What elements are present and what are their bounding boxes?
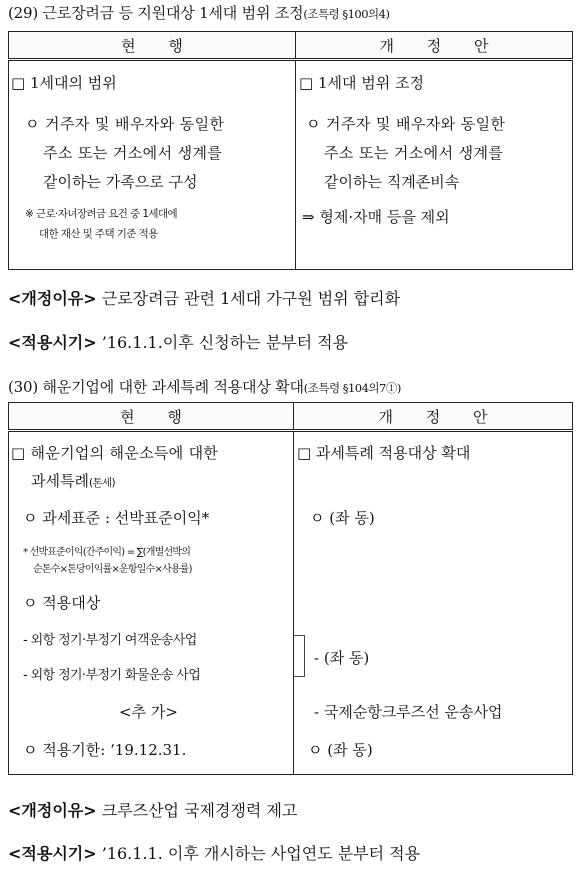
proposed-dash-cruise: - 국제순항크루즈선 운송사업	[314, 703, 503, 721]
header-proposed: 개 정 안	[296, 32, 573, 60]
header-current: 현 행	[9, 32, 296, 60]
current-box-line-2	[31, 470, 115, 491]
section-30-title	[8, 376, 401, 397]
current-bullet-scope: ㅇ 적용대상	[23, 594, 101, 612]
current-bullet-line-3: 같이하는 가족으로 구성	[43, 173, 198, 191]
section-30-date	[8, 841, 420, 864]
section-30-current-cell	[9, 431, 294, 775]
section-30-ref: (조특령 §104의7①)	[303, 381, 401, 395]
current-dash-cargo: - 외항 정기·부정기 화물운송 사업	[23, 668, 201, 683]
section-29-header-row	[9, 32, 573, 60]
date-text: ’16.1.1. 이후 개시하는 사업연도 분부터 적용	[101, 844, 421, 863]
proposed-bullet-line-2: 주소 또는 거소에서 생계를	[324, 144, 504, 162]
current-note-line-1: * 선박표준이익(간주이익) = ∑(개별선박의	[23, 547, 191, 558]
reason-text: 근로장려금 관련 1세대 가구원 범위 합리화	[101, 289, 401, 308]
section-29-table	[8, 31, 573, 270]
proposed-same-3: ㅇ (좌 동)	[308, 741, 373, 759]
section-29-title-text: (29) 근로장려금 등 지원대상 1세대 범위 조정	[8, 4, 304, 22]
current-note-line-1: ※ 근로·자녀장려금 요건 중 1세대에	[25, 208, 178, 220]
current-bullet-period: ㅇ 적용기한: ‘19.12.31.	[23, 741, 187, 759]
section-30-table	[8, 402, 573, 775]
section-29-ref: (조특령 §100의4)	[303, 7, 390, 21]
current-box-item: □ 1세대의 범위	[11, 74, 117, 92]
current-box-line-2-text: 과세특례	[31, 472, 89, 490]
reason-label: <개정이유>	[8, 289, 97, 308]
section-30-body-row	[9, 431, 573, 775]
current-box-line-2-small: (톤세)	[88, 477, 116, 489]
proposed-note-line: ⇒ 형제·자매 등을 제외	[302, 208, 450, 226]
reason-label: <개정이유>	[8, 801, 97, 820]
section-30-proposed-cell	[294, 431, 573, 775]
section-30-header-row	[9, 403, 573, 431]
current-dash-passenger: - 외항 정기·부정기 여객운송사업	[23, 633, 197, 648]
reason-text: 크루즈산업 국제경쟁력 제고	[101, 801, 298, 820]
proposed-bullet-line-3: 같이하는 직계존비속	[324, 173, 460, 191]
bracket-mark	[294, 635, 305, 677]
header-proposed: 개 정 안	[294, 403, 573, 431]
section-29-reason	[8, 286, 400, 309]
proposed-box-item: □ 1세대 범위 조정	[299, 74, 424, 92]
header-current: 현 행	[9, 403, 294, 431]
current-box-line-1: □ 해운기업의 해운소득에 대한	[11, 444, 219, 462]
proposed-box-item: □ 과세특례 적용대상 확대	[297, 444, 471, 462]
current-add-placeholder: <추 가>	[119, 703, 178, 721]
proposed-bullet-line-1: ㅇ 거주자 및 배우자와 동일한	[306, 115, 506, 133]
section-29-title	[8, 2, 389, 23]
current-bullet-tax-base: ㅇ 과세표준 : 선박표준이익*	[23, 509, 210, 527]
section-29-current-cell	[9, 60, 296, 270]
date-label: <적용시기>	[8, 333, 97, 352]
section-29-body-row	[9, 60, 573, 270]
current-bullet-line-2: 주소 또는 거소에서 생계를	[43, 144, 223, 162]
section-30-title-text: (30) 해운기업에 대한 과세특례 적용대상 확대	[8, 378, 304, 396]
current-note-line-2: 순톤수×톤당이익률×운항일수×사용률)	[33, 564, 192, 575]
date-text: ’16.1.1.이후 신청하는 분부터 적용	[101, 333, 349, 352]
proposed-same-1: ㅇ (좌 동)	[310, 509, 375, 527]
current-note-line-2: 대한 재산 및 주택 기준 적용	[39, 228, 158, 240]
proposed-same-2: - (좌 동)	[314, 649, 370, 667]
date-label: <적용시기>	[8, 844, 97, 863]
current-bullet-line-1: ㅇ 거주자 및 배우자와 동일한	[25, 115, 225, 133]
section-30-reason	[8, 798, 297, 821]
section-29-date	[8, 330, 348, 353]
section-29-proposed-cell	[296, 60, 573, 270]
